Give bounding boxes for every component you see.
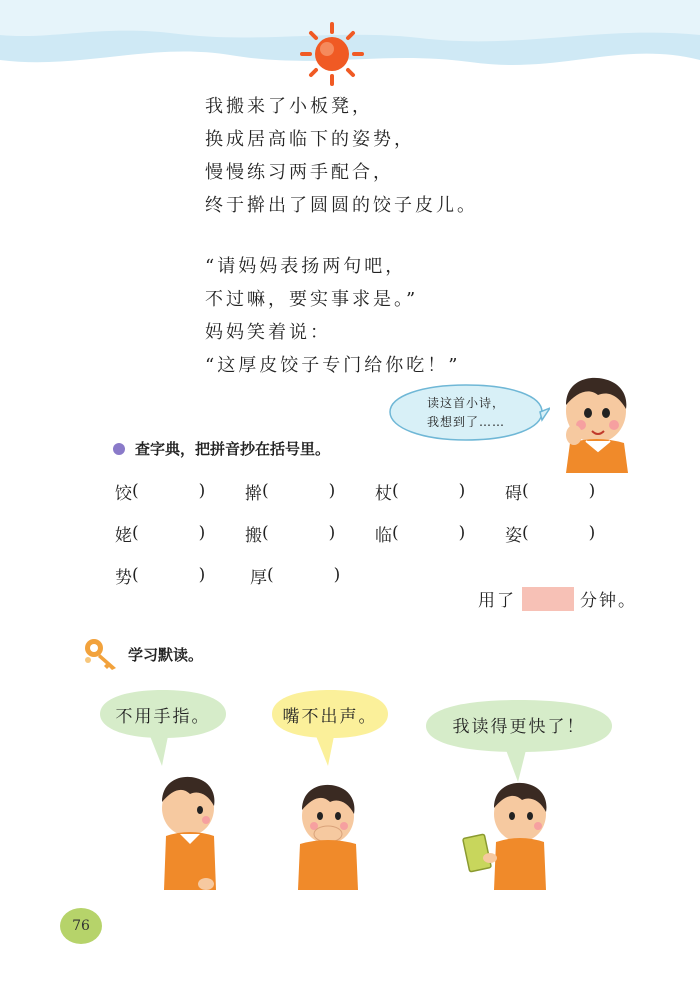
character-entry: 势 ( )	[115, 565, 206, 588]
character-entry: 擀 ( )	[245, 481, 336, 504]
poem-line: 换成居高临下的姿势，	[205, 129, 415, 150]
character-entry: 搬 ( )	[245, 523, 336, 546]
key-icon	[82, 636, 122, 672]
thought-line-2: 我想到了……	[426, 415, 505, 429]
thinking-boy-illustration	[548, 373, 640, 473]
character-entry: 饺 ( )	[115, 481, 206, 504]
character-row	[115, 470, 635, 512]
character-row	[115, 512, 635, 554]
thought-bubble	[382, 382, 550, 444]
speech-bubble-1	[98, 688, 228, 768]
speech-text-2: 嘴不出声。	[282, 707, 378, 727]
speech-text-3: 我读得更快了！	[452, 717, 586, 737]
page-number: 76	[60, 908, 102, 944]
poem	[205, 90, 478, 382]
timer-after: 分钟。	[580, 591, 637, 611]
poem-line: 妈妈笑着说：	[205, 322, 331, 343]
timer-before: 用了	[478, 591, 516, 611]
poem-line: 慢慢练习两手配合，	[205, 162, 394, 183]
bullet-dot-icon	[113, 443, 125, 455]
section-heading	[82, 636, 203, 672]
boy-cover-mouth-illustration	[288, 782, 368, 892]
poem-line: 我搬来了小板凳，	[205, 96, 373, 117]
speech-bubble-2	[270, 688, 390, 768]
character-entry: 厚 ( )	[250, 565, 341, 588]
character-entry: 碍 ( )	[505, 481, 596, 504]
character-entry: 姿 ( )	[505, 523, 596, 546]
thought-line-1: 读这首小诗，	[426, 396, 505, 410]
speech-text-1: 不用手指。	[115, 707, 211, 727]
character-grid	[115, 470, 635, 596]
section-title: 学习默读。	[128, 645, 204, 664]
timer-box[interactable]	[522, 587, 574, 611]
character-entry: 杖 ( )	[375, 481, 466, 504]
poem-line: 终于擀出了圆圆的饺子皮儿。	[205, 195, 478, 216]
task-instruction	[113, 438, 330, 459]
poem-line: “这厚皮饺子专门给你吃！”	[205, 355, 461, 376]
sun-icon	[300, 22, 364, 86]
boy-reading-book-illustration	[460, 778, 560, 892]
reading-timer	[478, 586, 637, 611]
boy-no-finger-illustration	[150, 772, 230, 892]
character-entry: 姥 ( )	[115, 523, 206, 546]
poem-line: 不过嘛，要实事求是。”	[205, 289, 419, 310]
character-entry: 临 ( )	[375, 523, 466, 546]
task-label: 查字典，把拼音抄在括号里。	[135, 440, 331, 458]
poem-line: “请妈妈表扬两句吧，	[205, 256, 407, 277]
speech-bubble-3	[424, 698, 614, 782]
